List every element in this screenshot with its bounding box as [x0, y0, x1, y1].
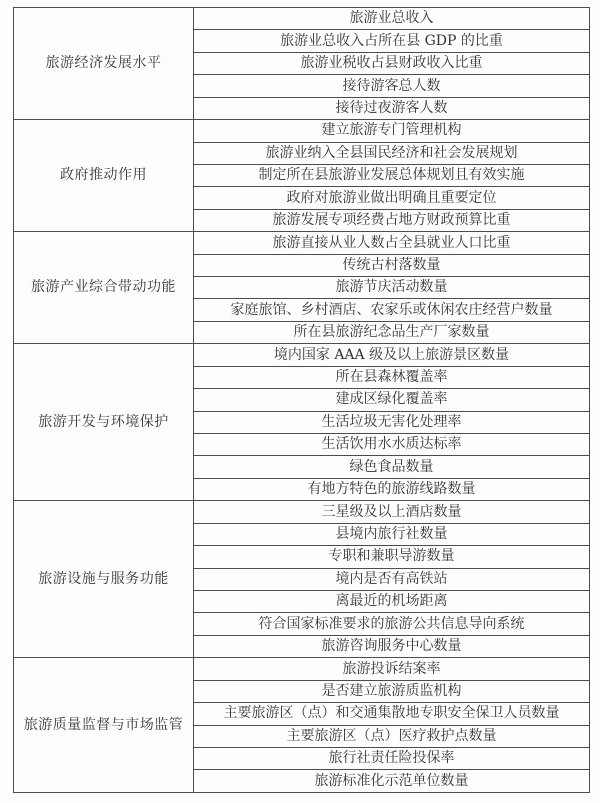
table-row [14, 8, 590, 30]
category-cell: 旅游开发与环境保护 [14, 344, 194, 501]
indicator-cell: 接待游客总人数 [194, 75, 590, 97]
table-row [14, 658, 590, 680]
indicator-cell: 旅行社责任险投保率 [194, 747, 590, 769]
indicator-cell: 有地方特色的旅游线路数量 [194, 478, 590, 500]
indicator-cell: 专职和兼职导游数量 [194, 546, 590, 568]
indicator-cell: 生活垃圾无害化处理率 [194, 411, 590, 433]
indicator-cell: 离最近的机场距离 [194, 590, 590, 612]
indicator-cell: 建立旅游专门管理机构 [194, 120, 590, 142]
indicator-cell: 所在县旅游纪念品生产厂家数量 [194, 321, 590, 343]
category-cell: 政府推动作用 [14, 120, 194, 232]
indicator-cell: 旅游发展专项经费占地方财政预算比重 [194, 209, 590, 231]
indicator-cell: 旅游节庆活动数量 [194, 277, 590, 299]
indicator-cell: 政府对旅游业做出明确且重要定位 [194, 187, 590, 209]
category-cell: 旅游产业综合带动功能 [14, 232, 194, 344]
category-cell: 旅游经济发展水平 [14, 8, 194, 120]
indicator-cell: 所在县森林覆盖率 [194, 366, 590, 388]
indicator-cell: 旅游投诉结案率 [194, 658, 590, 680]
indicator-cell: 旅游直接从业人数占全县就业人口比重 [194, 232, 590, 254]
category-cell: 旅游设施与服务功能 [14, 501, 194, 658]
indicator-cell: 旅游标准化示范单位数量 [194, 770, 590, 793]
indicator-cell: 境内国家 AAA 级及以上旅游景区数量 [194, 344, 590, 366]
indicator-cell: 接待过夜游客人数 [194, 97, 590, 119]
indicator-cell: 旅游咨询服务中心数量 [194, 635, 590, 657]
indicator-table-body [14, 8, 590, 793]
indicator-cell: 家庭旅馆、乡村酒店、农家乐或休闲农庄经营户数量 [194, 299, 590, 321]
indicator-cell: 制定所在县旅游业发展总体规划且有效实施 [194, 164, 590, 186]
indicator-cell: 是否建立旅游质监机构 [194, 680, 590, 702]
indicator-cell: 旅游业总收入占所在县 GDP 的比重 [194, 30, 590, 52]
indicator-cell: 符合国家标准要求的旅游公共信息导向系统 [194, 613, 590, 635]
indicator-cell: 绿色食品数量 [194, 456, 590, 478]
indicator-cell: 境内是否有高铁站 [194, 568, 590, 590]
table-row [14, 120, 590, 142]
indicator-table [13, 7, 590, 793]
indicator-cell: 旅游业总收入 [194, 8, 590, 30]
indicator-cell: 旅游业税收占县财政收入比重 [194, 52, 590, 74]
indicator-cell: 主要旅游区（点）和交通集散地专职安全保卫人员数量 [194, 703, 590, 725]
table-row [14, 501, 590, 523]
table-row [14, 344, 590, 366]
indicator-cell: 主要旅游区（点）医疗救护点数量 [194, 725, 590, 747]
indicator-cell: 建成区绿化覆盖率 [194, 389, 590, 411]
indicator-cell: 三星级及以上酒店数量 [194, 501, 590, 523]
indicator-cell: 旅游业纳入全县国民经济和社会发展规划 [194, 142, 590, 164]
indicator-cell: 县境内旅行社数量 [194, 523, 590, 545]
category-cell: 旅游质量监督与市场监管 [14, 658, 194, 793]
indicator-cell: 生活饮用水水质达标率 [194, 434, 590, 456]
table-row [14, 232, 590, 254]
indicator-cell: 传统古村落数量 [194, 254, 590, 276]
